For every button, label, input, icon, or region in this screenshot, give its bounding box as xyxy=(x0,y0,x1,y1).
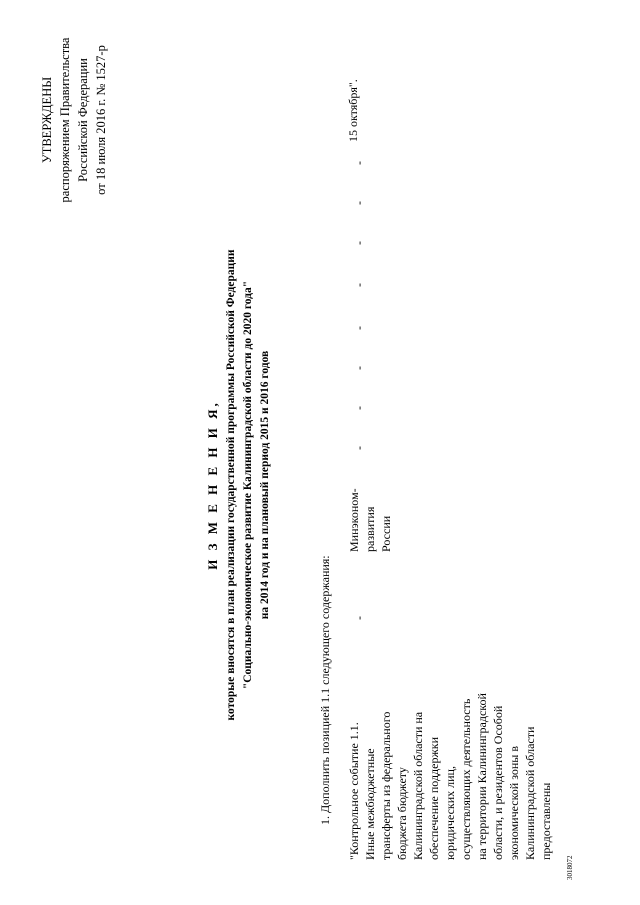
title-line-3: на 2014 год и на плановый период 2015 и 2016 годов xyxy=(259,350,271,620)
event-line: юридических лиц, xyxy=(443,766,457,860)
executor-line: развития xyxy=(363,506,377,552)
executor-cell xyxy=(346,452,394,552)
event-line: предоставлены xyxy=(539,782,553,860)
document-code: 3018072 xyxy=(566,855,574,880)
approval-line-4: от 18 июля 2016 г. № 1527-р xyxy=(94,45,108,195)
event-line: трансферты из федерального xyxy=(379,711,393,860)
event-line: Иные межбюджетные xyxy=(363,748,377,860)
executor-line: Минэконом- xyxy=(347,488,361,552)
event-line: Калининградской области на xyxy=(411,711,425,860)
event-line: "Контрольное событие 1.1. xyxy=(347,722,361,860)
dash-cell: - xyxy=(352,326,366,330)
event-line: бюджета бюджету xyxy=(395,767,409,860)
event-line: на территории Калининградской xyxy=(475,693,489,860)
document-title xyxy=(205,215,274,755)
approval-line-2: распоряжением Правительства xyxy=(58,37,72,203)
approval-line-3: Российской Федерации xyxy=(76,58,90,182)
title-line-2: "Социально-экономическое развитие Калининградской области до 2020 года" xyxy=(242,280,254,690)
dash-cell: - xyxy=(352,616,366,620)
executor-line: России xyxy=(379,515,393,552)
dash-cell: - xyxy=(352,446,366,450)
title-line-1: которые вносятся в план реализации государственной программы Российской Федерации xyxy=(225,249,237,721)
event-line: Калининградской области xyxy=(523,726,537,860)
title-heading: И З М Е Н Е Н И Я, xyxy=(205,400,220,570)
due-date-cell: 15 октября". xyxy=(346,79,360,142)
dash-cell: - xyxy=(352,366,366,370)
dash-cell: - xyxy=(352,406,366,410)
event-line: экономической зоны в xyxy=(507,745,521,860)
event-line: области, и резидентов Особой xyxy=(491,705,505,860)
approval-stamp xyxy=(38,20,110,220)
amendment-paragraph: 1. Дополнить позицией 1.1 следующего содержания: xyxy=(318,555,332,825)
dash-cell: - xyxy=(352,283,366,287)
approval-title: УТВЕРЖДЕНЫ xyxy=(40,76,54,164)
dash-cell: - xyxy=(352,241,366,245)
dash-cell: - xyxy=(352,201,366,205)
control-event-cell xyxy=(346,655,554,860)
event-line: осуществляющих деятельность xyxy=(459,698,473,860)
event-line: обеспечение поддержки xyxy=(427,736,441,860)
dash-cell: - xyxy=(352,161,366,165)
